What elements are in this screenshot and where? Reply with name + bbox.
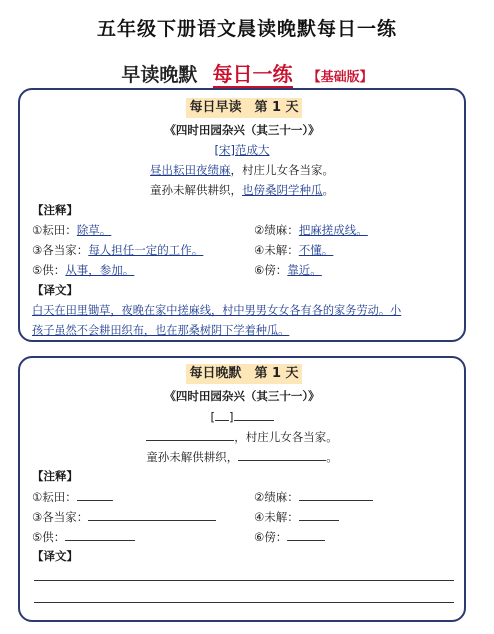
author-blank[interactable]: [215, 408, 229, 421]
evening-note-4: [254, 508, 339, 525]
edition-label: 【基础版】: [307, 70, 373, 85]
note-def: 从事，参加。: [65, 263, 135, 277]
morning-author: [宋]范成大: [214, 143, 270, 157]
evening-poem-line-1: [20, 428, 464, 445]
sub-header-red: 每日一练: [212, 62, 293, 86]
note-term: ②绩麻：: [254, 490, 299, 504]
note-term: ③各当家：: [32, 243, 89, 257]
evening-note-1: [32, 488, 113, 505]
note-blank[interactable]: [287, 528, 325, 541]
author-bracket-close: ]: [229, 410, 234, 424]
evening-poem-line-2: [20, 448, 464, 465]
evening-note-6: [254, 528, 325, 545]
morning-poem-line-2: [20, 182, 464, 198]
note-blank[interactable]: [299, 508, 339, 521]
note-def: 每人担任一定的工作。: [88, 243, 204, 257]
evening-translation-label: 【译文】: [32, 549, 78, 563]
note-def: 靠近。: [287, 263, 322, 277]
evening-line1-b: ，村庄儿女各当家。: [234, 430, 338, 444]
evening-note-5: [32, 528, 135, 545]
translation-blank-line-1[interactable]: [34, 580, 454, 581]
morning-note-2: [254, 222, 368, 238]
note-term: ⑤供：: [32, 530, 66, 544]
line1-blank[interactable]: [146, 428, 234, 441]
note-blank[interactable]: [88, 508, 216, 521]
note-term: ④未解：: [254, 243, 299, 257]
evening-author-line: [20, 408, 464, 424]
note-term: ⑥傍：: [254, 530, 288, 544]
note-def: 不懂。: [298, 243, 334, 257]
author-bracket-open: [: [210, 410, 215, 424]
morning-line2-b: 也傍桑阴学种瓜: [242, 183, 323, 197]
morning-note-4: [254, 242, 333, 258]
morning-note-5: [32, 262, 134, 278]
evening-dictation-card: [18, 356, 466, 622]
evening-day-badge: 每日晚默 第 1 天: [186, 364, 302, 384]
note-def: 把麻搓成线。: [298, 223, 368, 237]
morning-line1-b: ，村庄儿女各当家。: [230, 163, 334, 177]
translation-blank-line-2[interactable]: [34, 602, 454, 603]
note-term: ②绩麻：: [254, 223, 299, 237]
morning-line2-a: 童孙未解供耕织，: [150, 183, 242, 197]
morning-note-6: [254, 262, 322, 278]
evening-line2-a: 童孙未解供耕织，: [146, 450, 239, 464]
note-term: ④未解：: [254, 510, 299, 524]
note-term: ⑤供：: [32, 263, 66, 277]
morning-poem-title: 《四时田园杂兴（其三十一）》: [164, 123, 320, 137]
note-blank[interactable]: [299, 488, 373, 501]
sub-header: [0, 58, 494, 87]
morning-translation-label: 【译文】: [32, 283, 78, 297]
evening-notes-label: 【注释】: [32, 469, 78, 483]
morning-poem-line-1: [20, 162, 464, 178]
note-def: 除草。: [76, 223, 112, 237]
morning-translation-line-1: 白天在田里锄草，夜晚在家中搓麻线，村中男男女女各有各的家务劳动。小: [32, 304, 402, 317]
morning-line2-c: 。: [322, 183, 334, 197]
note-term: ⑥傍：: [254, 263, 288, 277]
sub-header-main: 早读晚默: [121, 64, 198, 86]
page-title: 五年级下册语文晨读晚默每日一练: [96, 18, 397, 40]
evening-note-2: [254, 488, 373, 505]
evening-note-3: [32, 508, 216, 525]
morning-notes-label: 【注释】: [32, 203, 78, 217]
note-term: ①耘田：: [32, 223, 77, 237]
line2-blank[interactable]: [238, 448, 326, 461]
morning-day-badge: 每日早读 第 1 天: [186, 98, 302, 118]
evening-line2-c: 。: [326, 450, 338, 464]
note-term: ①耘田：: [32, 490, 77, 504]
author-name-blank[interactable]: [234, 408, 274, 421]
morning-note-1: [32, 222, 111, 238]
note-blank[interactable]: [77, 488, 113, 501]
note-term: ③各当家：: [32, 510, 89, 524]
morning-reading-card: [18, 88, 466, 342]
evening-poem-title: 《四时田园杂兴（其三十一）》: [164, 389, 320, 403]
morning-note-3: [32, 242, 203, 258]
morning-author-line: [20, 142, 464, 158]
morning-translation-line-2: 孩子虽然不会耕田织布，也在那桑树阴下学着种瓜。: [32, 324, 290, 337]
morning-line1-a: 昼出耘田夜绩麻: [150, 163, 231, 177]
note-blank[interactable]: [65, 528, 135, 541]
